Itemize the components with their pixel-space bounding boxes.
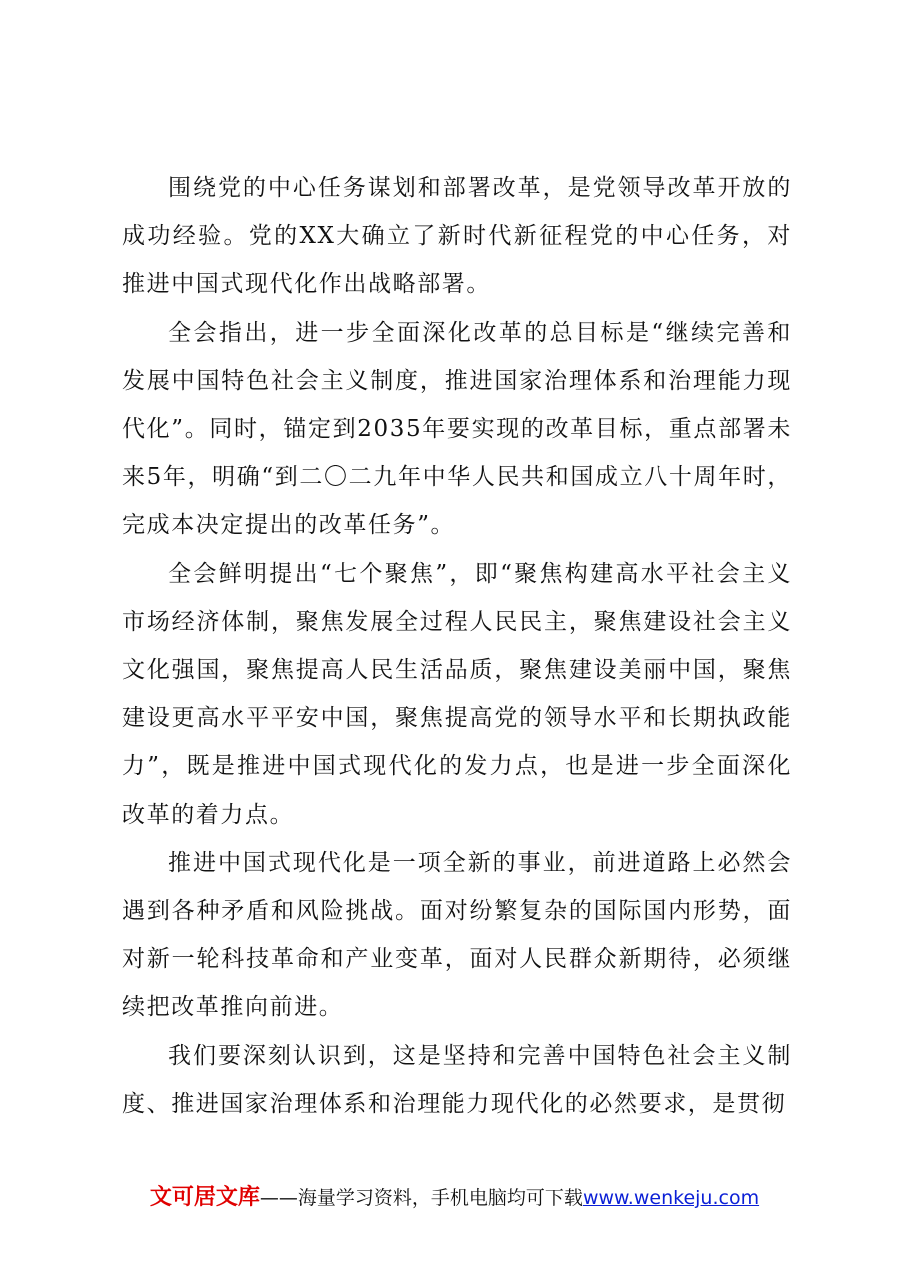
paragraph-5: 我们要深刻认识到，这是坚持和完善中国特色社会主义制度、推进国家治理体系和治理能力现代化的必然要求，是贯彻 [122,1042,792,1117]
paragraph-2: 全会指出，进一步全面深化改革的总目标是“继续完善和发展中国特色社会主义制度，推进国家治理体系和治理能力现代化”。同时，锚定到2035年要实现的改革目标，重点部署未来5年，明确“到二〇二九年中华人民共和国成立八十周年时，完成本决定提出的改革任务”。 [122,319,792,539]
footer-tagline: ——海量学习资料，手机电脑均可下载 [259,1187,583,1209]
paragraph-3: 全会鲜明提出“七个聚焦”，即“聚焦构建高水平社会主义市场经济体制，聚焦发展全过程人民民主，聚焦建设社会主义文化强国，聚焦提高人民生活品质，聚焦建设美丽中国，聚焦建设更高水平平安中国，聚焦提高党的领导水平和长期执政能力”，既是推进中国式现代化的发力点，也是进一步全面深化改革的着力点。 [122,560,792,828]
paragraph-1: 围绕党的中心任务谋划和部署改革，是党领导改革开放的成功经验。党的XX大确立了新时代新征程党的中心任务，对推进中国式现代化作出战略部署。 [122,175,792,298]
document-body [122,164,792,1128]
footer-brand: 文可居文库 [149,1185,260,1210]
footer-website-link[interactable]: www.wenkeju.com [582,1187,760,1209]
page-footer [0,1180,909,1211]
paragraph-4: 推进中国式现代化是一项全新的事业，前进道路上必然会遇到各种矛盾和风险挑战。面对纷繁复杂的国际国内形势，面对新一轮科技革命和产业变革，面对人民群众新期待，必须继续把改革推向前进。 [122,849,792,1021]
